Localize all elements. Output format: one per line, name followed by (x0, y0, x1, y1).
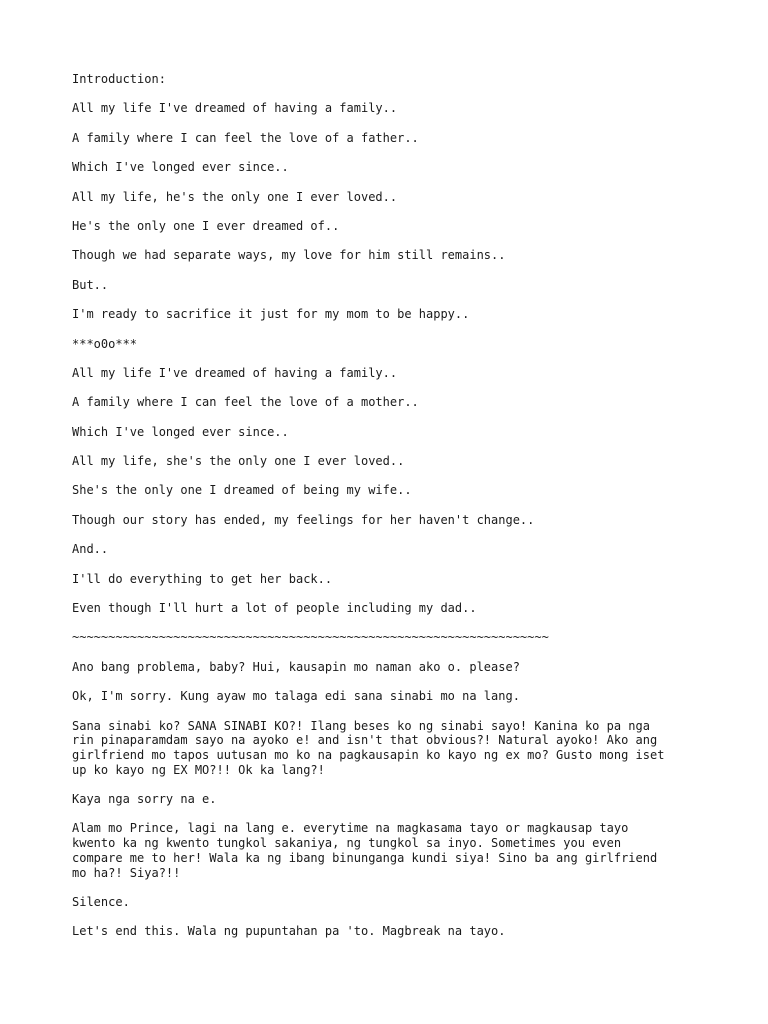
section-separator: ***o0o*** (72, 336, 138, 351)
document-page (72, 72, 712, 954)
dialogue-line: Alam mo Prince, lagi na lang e. everytime na magkasama tayo or magkausap tayo kwento ka ng kwento tungkol sakaniya, ng tungkol sa inyo. Sometimes you even compare me to her! Wala ka ng ibang binunganga kundi siya! Sino ba ang girlfriend mo ha?! Siya?!! (72, 821, 658, 880)
paragraph: Though our story has ended, my feelings for her haven't change.. (72, 512, 535, 527)
narration-line: Silence. (72, 894, 130, 909)
paragraph: But.. (72, 277, 109, 292)
paragraph: He's the only one I ever dreamed of.. (72, 218, 340, 233)
paragraph: I'm ready to sacrifice it just for my mom to be happy.. (72, 307, 470, 322)
tilde-divider: ~~~~~~~~~~~~~~~~~~~~~~~~~~~~~~~~~~~~~~~~~~~~~~~~~~~~~~~~~~~~~~~~~~ (72, 630, 549, 645)
dialogue-line: Ano bang problema, baby? Hui, kausapin mo naman ako o. please? (72, 659, 520, 674)
dialogue-line: Let's end this. Wala ng pupuntahan pa 'to. Magbreak na tayo. (72, 924, 506, 939)
dialogue-line: Sana sinabi ko? SANA SINABI KO?! Ilang beses ko ng sinabi sayo! Kanina ko pa nga rin pinaparamdam sayo na ayoko e! and isn't that obvious?! Natural ayoko! Ako ang girlfriend mo tapos uutusan mo ko na pagkausapin ko kayo ng ex mo? Gusto mong iset up ko kayo ng EX MO?!! Ok ka lang?! (72, 718, 665, 777)
paragraph: And.. (72, 542, 109, 557)
paragraph: All my life I've dreamed of having a family.. (72, 365, 398, 380)
paragraph: Though we had separate ways, my love for him still remains.. (72, 248, 506, 263)
paragraph: A family where I can feel the love of a mother.. (72, 395, 419, 410)
paragraph: All my life, she's the only one I ever loved.. (72, 454, 405, 469)
paragraph: All my life I've dreamed of having a family.. (72, 101, 398, 116)
paragraph: Which I've longed ever since.. (72, 424, 289, 439)
paragraph: I'll do everything to get her back.. (72, 571, 333, 586)
paragraph: Which I've longed ever since.. (72, 160, 289, 175)
paragraph: A family where I can feel the love of a father.. (72, 130, 419, 145)
paragraph: All my life, he's the only one I ever loved.. (72, 189, 398, 204)
intro-heading: Introduction: (72, 72, 166, 86)
paragraph: She's the only one I dreamed of being my wife.. (72, 483, 412, 498)
dialogue-line: Kaya nga sorry na e. (72, 792, 217, 807)
paragraph: Even though I'll hurt a lot of people including my dad.. (72, 601, 477, 616)
dialogue-line: Ok, I'm sorry. Kung ayaw mo talaga edi sana sinabi mo na lang. (72, 689, 520, 704)
